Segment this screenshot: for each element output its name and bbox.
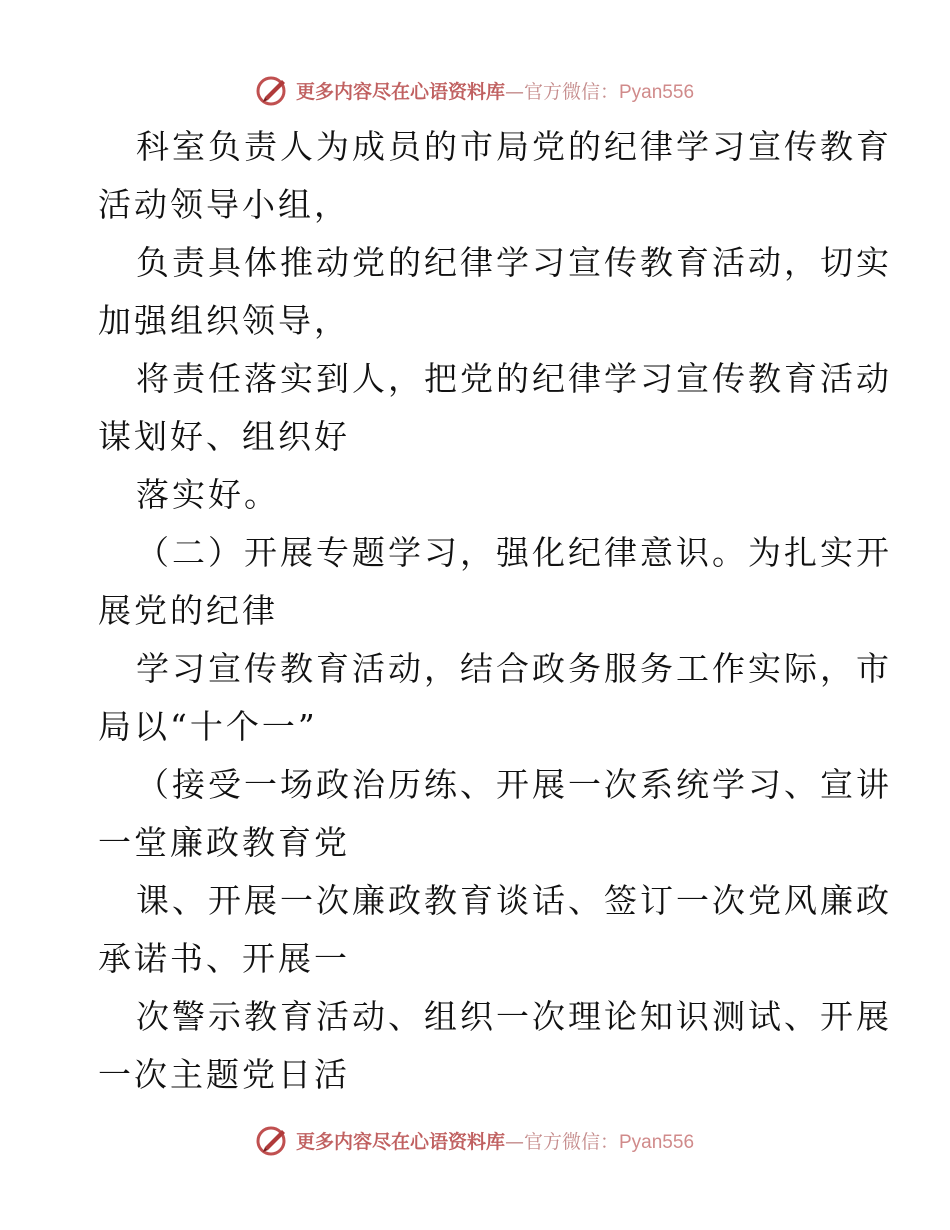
text-line: 科室负责人为成员的市局党的纪律学习宣传教育: [136, 127, 892, 166]
text-line: 学习宣传教育活动，结合政务服务工作实际，市: [136, 649, 892, 688]
watermark-wechat-id: Pyan556: [619, 81, 695, 103]
text-line: 活动领导小组，: [98, 185, 350, 224]
text-line: 一堂廉政教育党: [98, 823, 350, 862]
watermark-dash: —: [504, 1130, 524, 1153]
text-line: （接受一场政治历练、开展一次系统学习、宣讲: [136, 765, 892, 804]
watermark-text: [296, 1127, 694, 1154]
text-line: 课、开展一次廉政教育谈话、签订一次党风廉政: [136, 881, 892, 920]
text-line: 加强组织领导，: [98, 301, 350, 340]
text-line: 落实好。: [136, 475, 280, 514]
text-line: 负责具体推动党的纪律学习宣传教育活动，切实: [136, 243, 892, 282]
watermark-dash: —: [504, 80, 524, 103]
text-line: 展党的纪律: [98, 591, 278, 630]
text-line: 将责任落实到人，把党的纪律学习宣传教育活动: [136, 359, 892, 398]
watermark-wechat-id: Pyan556: [619, 1131, 695, 1153]
text-line: 一次主题党日活: [98, 1055, 350, 1094]
watermark-brand: 更多内容尽在心语资料库: [295, 80, 505, 103]
watermark-wechat-label: 官方微信：: [523, 1130, 619, 1153]
pen-logo-icon: [256, 1123, 290, 1157]
text-line: （二）开展专题学习，强化纪律意识。为扎实开: [136, 533, 892, 572]
text-line: 次警示教育活动、组织一次理论知识测试、开展: [136, 997, 892, 1036]
document-body: [98, 118, 892, 1104]
header-watermark: [0, 70, 950, 110]
pen-logo-icon: [256, 73, 290, 107]
watermark-brand: 更多内容尽在心语资料库: [295, 1130, 505, 1153]
footer-watermark: [0, 1120, 950, 1160]
text-line: 谋划好、组织好: [98, 417, 350, 456]
text-line: 承诺书、开展一: [98, 939, 350, 978]
watermark-text: [296, 77, 694, 104]
watermark-wechat-label: 官方微信：: [523, 80, 619, 103]
text-line: 局以“十个一”: [98, 707, 318, 746]
